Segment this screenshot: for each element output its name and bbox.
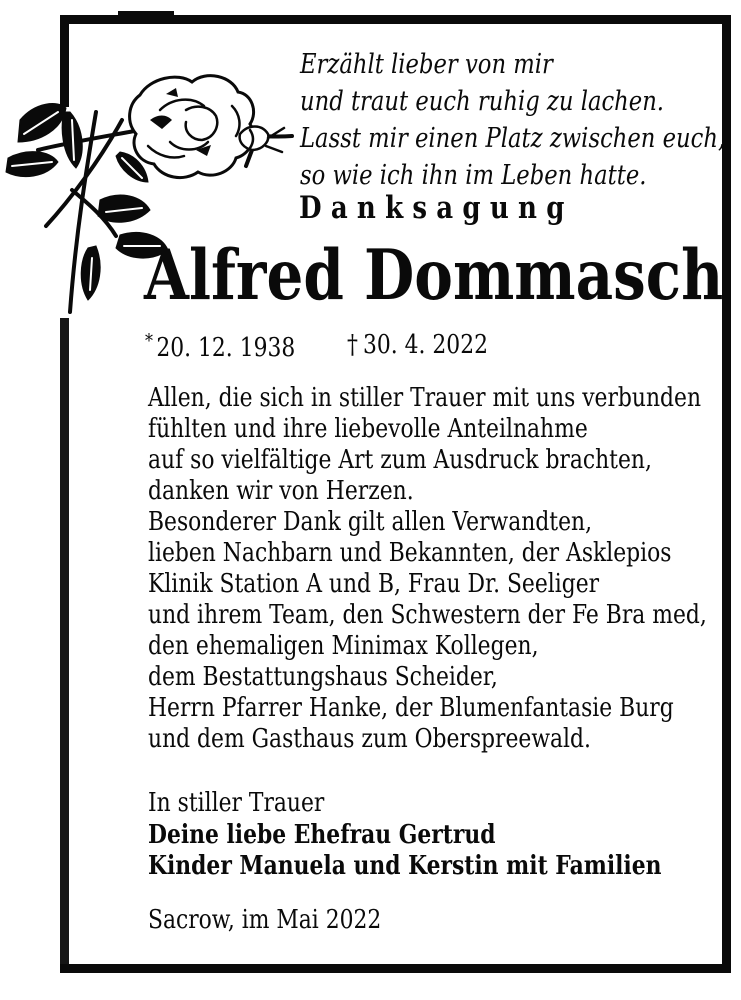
- body-line: dem Bestattungshaus Scheider,: [148, 662, 498, 692]
- verse-line: und traut euch ruhig zu lachen.: [300, 86, 665, 117]
- frame-top-print-artifact: [118, 11, 174, 17]
- body-line: Allen, die sich in stiller Trauer mit uns verbunden: [148, 383, 702, 413]
- body-line: und ihrem Team, den Schwestern der Fe Bra med,: [148, 600, 707, 630]
- body-line: den ehemaligen Minimax Kollegen,: [148, 631, 539, 661]
- death-cross-symbol: †: [347, 330, 358, 360]
- body-line: auf so vielfältige Art zum Ausdruck brachten,: [148, 445, 652, 475]
- closing-intro: In stiller Trauer: [148, 788, 325, 818]
- body-line: Herrn Pfarrer Hanke, der Blumenfantasie Burg: [148, 693, 674, 723]
- mourner-name: Deine liebe Ehefrau Gertrud: [148, 819, 496, 850]
- verse-line: so wie ich ihn im Leben hatte.: [300, 160, 647, 191]
- body-line: fühlten und ihre liebevolle Anteilnahme: [148, 414, 588, 444]
- body-line: Klinik Station A und B, Frau Dr. Seeliger: [148, 569, 600, 599]
- deceased-name: Alfred Dommasch: [144, 235, 724, 316]
- verse-line: Lasst mir einen Platz zwischen euch,: [300, 123, 726, 154]
- death-date-value: 30. 4. 2022: [362, 330, 489, 360]
- death-date: [347, 330, 488, 360]
- body-line: lieben Nachbarn und Bekannten, der Asklepios: [148, 538, 672, 568]
- thank-you-text: [148, 383, 707, 755]
- place-date: Sacrow, im Mai 2022: [148, 905, 382, 935]
- opening-verse: [300, 46, 725, 194]
- birth-symbol: *: [145, 330, 153, 352]
- verse-line: Erzählt lieber von mir: [300, 49, 553, 80]
- frame-bottom: [60, 964, 731, 973]
- closing-block: [148, 788, 662, 883]
- body-line: danken wir von Herzen.: [148, 476, 414, 506]
- mourner-name: Kinder Manuela und Kerstin mit Familien: [148, 851, 662, 881]
- body-line: und dem Gasthaus zum Oberspreewald.: [148, 724, 591, 754]
- birth-date-value: 20. 12. 1938: [156, 333, 296, 363]
- notice-heading: Danksagung: [299, 190, 574, 226]
- frame-left-lower: [60, 318, 69, 964]
- birth-date: [145, 330, 295, 363]
- body-line: Besonderer Dank gilt allen Verwandten,: [148, 507, 593, 537]
